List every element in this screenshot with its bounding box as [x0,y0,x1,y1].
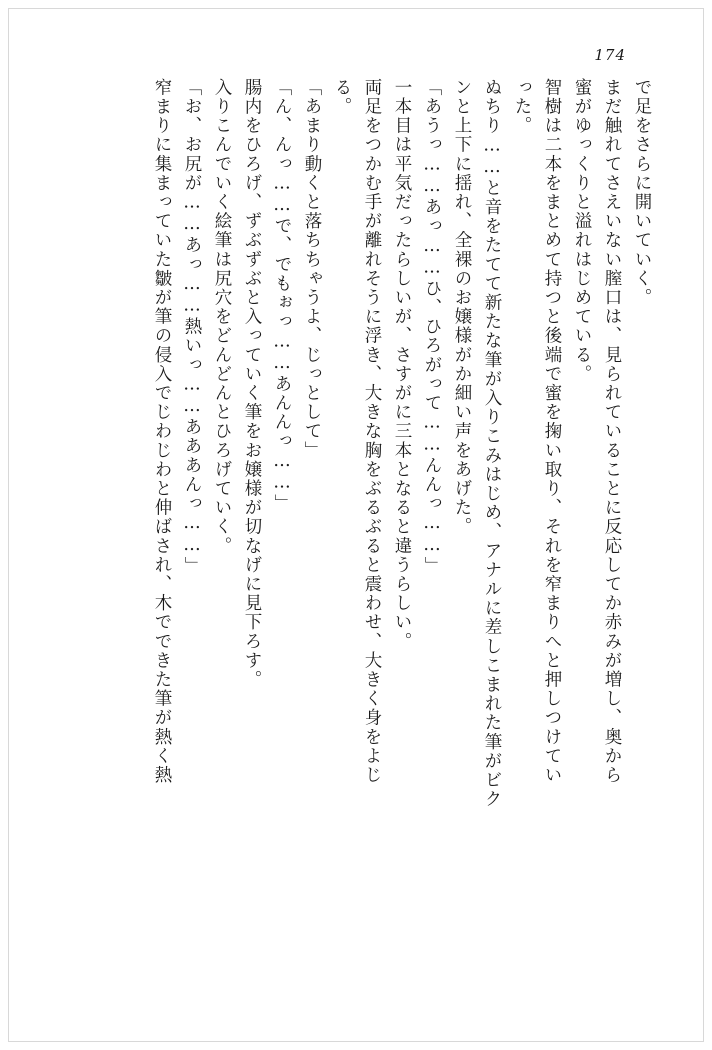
text-column: ンと上下に揺れ、全裸のお嬢様がか細い声をあげた。 [452,78,472,537]
text-column: 入りこんでいく絵筆は尻穴をどんどんとひろげていく。 [212,78,232,556]
text-column: 腸内をひろげ、ずぶずぶと入っていく筆をお嬢様が切なげに見下ろす。 [242,78,262,690]
page-number: 174 [594,46,626,64]
text-column: 一本目は平気だったらしいが、さすがに三本となると違うらしい。 [392,78,412,651]
text-column: る。 [332,78,352,117]
text-column: った。 [512,78,532,136]
text-column: で足をさらに開いていく。 [632,78,652,308]
text-column: 蜜がゆっくりと溢れはじめている。 [572,78,592,384]
text-column: ぬちり……と音をたてて新たな筆が入りこみはじめ、アナルに差しこまれた筆がビク [482,78,502,809]
text-column: 両足をつかむ手が離れそうに浮き、大きな胸をぶるぶると震わせ、大きく身をよじ [362,78,382,785]
text-column: 「あまり動くと落ちちゃうよ、じっとして」 [302,78,322,460]
text-column: 窄まりに集まっていた皺が筆の侵入でじわじわと伸ばされ、木でできた筆が熱く熱 [152,78,172,785]
text-column: 「お、お尻が……あっ……熱いっ……あああんっ……」 [182,78,202,576]
text-column: 「ん、んっ……で、でもぉっ……あんんっ……」 [272,78,292,514]
text-column: まだ触れてさえいない膣口は、見られていることに反応してか赤みが増し、奥から [602,78,622,785]
text-column: 「あうっ……あっ……ひ、ひろがって……んんっ……」 [422,78,442,576]
vertical-text-body [62,78,650,988]
text-column: 智樹は二本をまとめて持つと後端で蜜を掬い取り、それを窄まりへと押しつけてい [542,78,562,785]
